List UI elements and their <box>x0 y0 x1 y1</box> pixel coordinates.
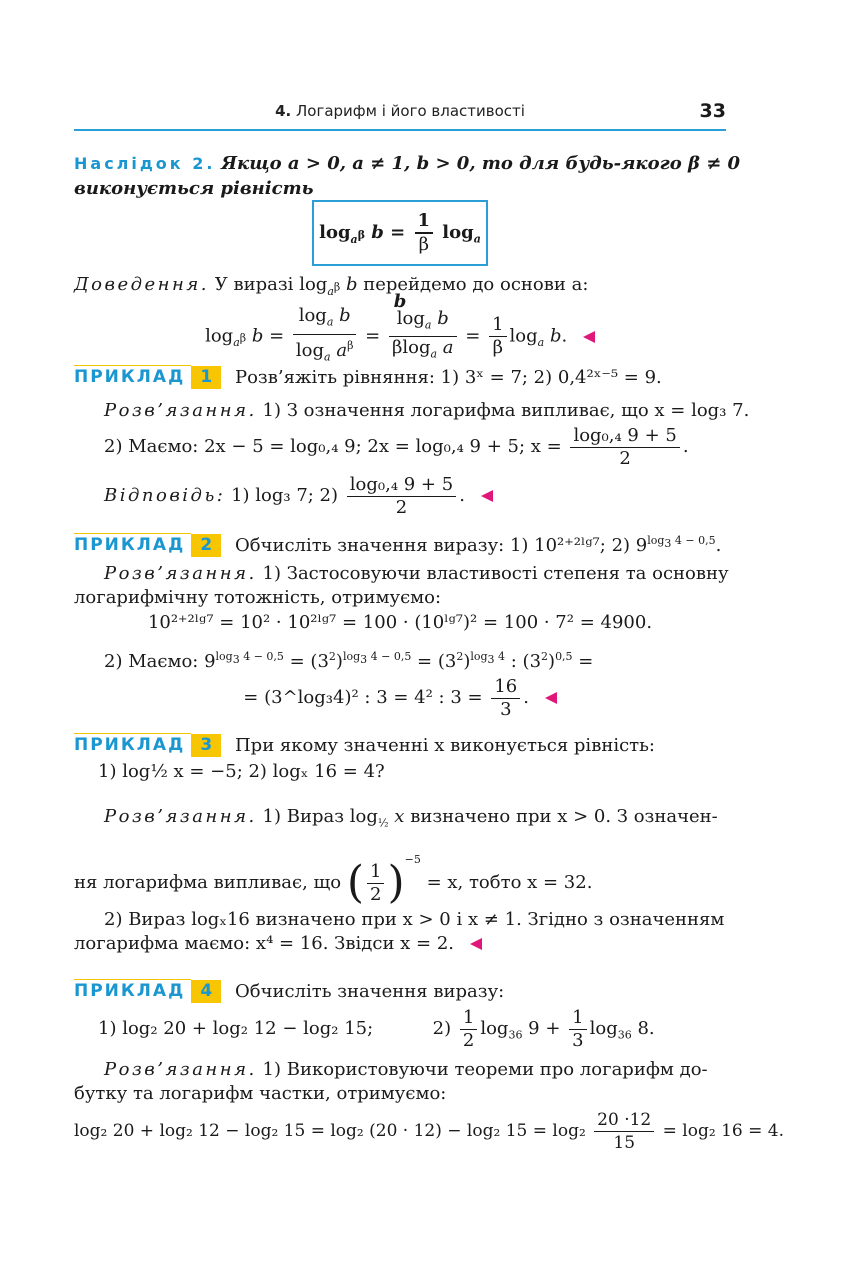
example-4-heading <box>74 980 726 1004</box>
proof-text-before: У виразі <box>214 274 294 295</box>
example-3-tag: ПРИКЛАД 3 <box>74 733 221 757</box>
example-2-solution-2: 2) Маємо: $9^{log_3 4 - 0,5} = (3^2)^{log_3 4 - 0,5} = (3^2)^{log_3 4}$ : $(3^2)^{0,5}$ = <box>104 650 594 672</box>
example-2-equation-1: 10²⁺²ˡᵍ⁷ = 10² · 10²ˡᵍ⁷ = 100 · (10ˡᵍ⁷)² = 100 · 7² = 4900. <box>147 612 653 633</box>
example-4-solution-a: Розв’язання. 1) Використовуючи теореми про логарифм до- <box>104 1059 708 1080</box>
chapter-number: 4. <box>275 102 292 120</box>
example-4-task: Обчисліть значення виразу: <box>234 981 505 1002</box>
example-3-solution-2b: логарифма маємо: x⁴ = 16. Звідси x = 2. <box>74 932 726 956</box>
proof-text-after: перейдемо до основи a: <box>363 274 589 295</box>
running-title <box>74 102 726 120</box>
proof-formula: $\log_{a^\beta} b$ = $\frac{\log_a b}{\log_a a^\beta}$ = $\frac{\log_a b}{\beta\log_a a}$ = $\frac{1}{\beta}$ $\log_a b$. <box>74 305 726 368</box>
example-4-tag: ПРИКЛАД 4 <box>74 979 221 1003</box>
page-number: 33 <box>699 100 726 122</box>
example-2-solution-1a: Розв’язання. 1) Застосовуючи властивості степеня та основну <box>104 563 729 584</box>
page-header <box>74 100 726 126</box>
corollary-line-2: виконується рівність <box>74 178 314 199</box>
example-1-answer: Відповідь: 1) log₃ 7; 2) $\frac{\text{log₀,₄ 9 + 5}}{2}$ . <box>74 473 756 519</box>
corollary-line-1 <box>74 152 741 176</box>
example-3-cases: 1) log½ x = −5; 2) logₓ 16 = 4? <box>98 761 385 782</box>
corollary-label: Наслідок 2. <box>74 154 216 173</box>
example-4-final-equation: log₂ 20 + log₂ 12 − log₂ 15 = log₂ (20 · 12) − log₂ 15 = log₂ $\frac{20 \cdot 12}{15}$ = log₂ 16 = 4. <box>74 1110 784 1153</box>
example-3-solution-1b: ня логарифма випливає, що ( $\frac{1}{2}$ )$^{-5}$ = x, тобто x = 32. <box>74 853 593 908</box>
example-2-equation-2: = (3^log₃4)² : 3 = 4² : 3 = $\frac{16}{3}$ . <box>74 674 726 722</box>
example-4-cases: 1) log₂ 20 + log₂ 12 − log₂ 15; 2) $\frac{1}{2}$ $\log_{36} 9$ + $\frac{1}{3}$ $\log_{36} 8$. <box>98 1006 655 1051</box>
end-marker-icon <box>481 490 493 502</box>
example-3-task: При якому значенні x виконується рівність: <box>234 735 655 756</box>
example-2-solution-1b: логарифмічну тотожність, отримуємо: <box>74 587 442 608</box>
example-1-solution-1: Розв’язання. 1) З означення логарифма випливає, що x = log₃ 7. <box>104 400 750 421</box>
corollary-formula: $\log_{a^\beta} b$ = $\frac{1}{\beta}$ $\log_a b$ <box>319 210 481 312</box>
example-1-task: Розв’яжіть рівняння: 1) 3ˣ = 7; 2) 0,4²ˣ⁻⁵ = 9. <box>234 367 662 388</box>
end-marker-icon <box>583 331 595 343</box>
example-2-tag: ПРИКЛАД 2 <box>74 533 221 557</box>
example-3-heading <box>74 734 726 758</box>
example-3-solution-2a: 2) Вираз logₓ16 визначено при x > 0 і x ≠ 1. Згідно з означенням <box>104 909 725 930</box>
chapter-title: Логарифм і його властивості <box>296 102 525 120</box>
corollary-statement: Якщо a > 0, a ≠ 1, b > 0, то для будь-якого β ≠ 0 <box>221 153 741 174</box>
example-1-tag: ПРИКЛАД 1 <box>74 365 221 389</box>
example-3-solution-1a: Розв’язання. 1) Вираз $\log_{\frac{1}{2}} x$ визначено при x > 0. З означен- <box>104 806 718 830</box>
proof-line <box>74 273 726 304</box>
example-4-solution-b: бутку та логарифм частки, отримуємо: <box>74 1083 447 1104</box>
example-2-heading: ПРИКЛАД 2 Обчисліть значення виразу: 1) 10²⁺²ˡᵍ⁷; 2) $9^{log_3 4 - 0,5}$. <box>74 534 722 556</box>
end-marker-icon <box>470 938 482 950</box>
proof-label: Доведення. <box>74 274 210 295</box>
example-1-heading <box>74 366 726 390</box>
example-1-solution-2: 2) Маємо: 2x − 5 = log₀,₄ 9; 2x = log₀,₄ 9 + 5; x = $\frac{\text{log₀,₄ 9 + 5}}{2}$ . <box>104 424 689 469</box>
example-2-task: Обчисліть значення виразу: 1) 10²⁺²ˡᵍ⁷; 2) 9 <box>234 535 648 556</box>
proof-expr: $\log_{a^\beta} b$ <box>299 274 358 298</box>
end-marker-icon <box>545 692 557 704</box>
header-rule <box>74 129 726 131</box>
